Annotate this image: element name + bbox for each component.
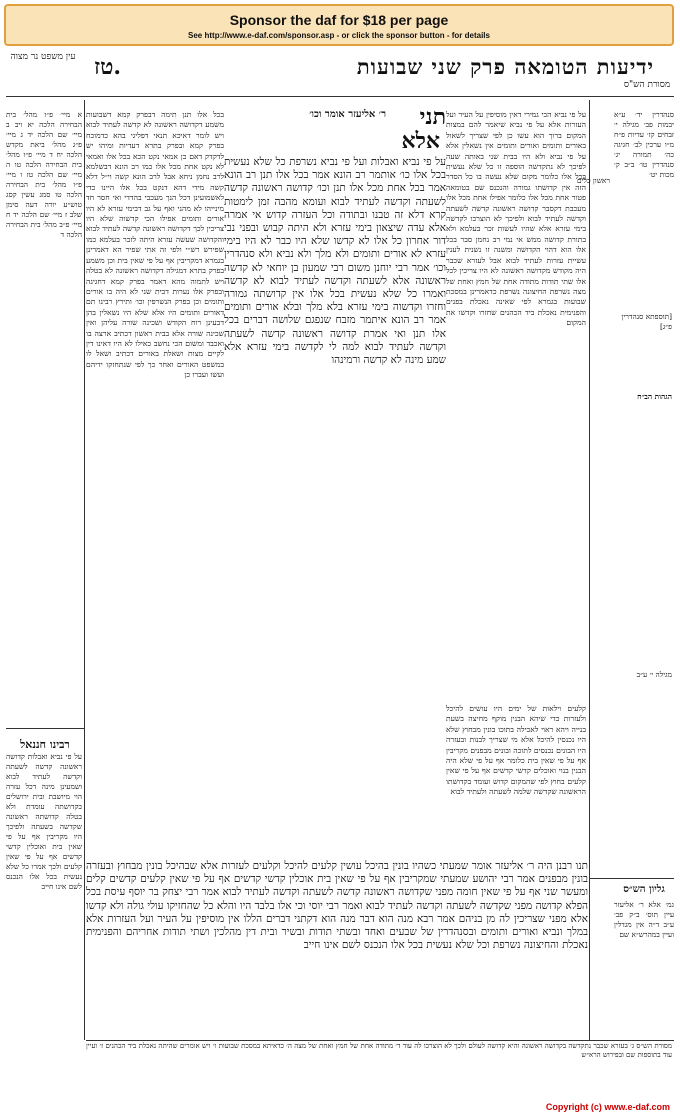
gemara-head	[224, 104, 446, 152]
gilyon-hashas-title: גליון הש״ס	[623, 884, 665, 895]
gemara-text-lower: תנו רבנן היה ר׳ אליעזר אומר שמעתי כשהיו בונין בהיכל עושין קלעים להיכל וקלעים לעזרות אלא שבהיכל בונין מבחוץ ובעזרה בונין מבפנים אמר רבי יהושע שמעתי שמקריבין אף על פי שאין בית אוכלין קדשי קדשים אף על פי שאין קלעים קדשים קלים ומעשר שני אף על פי שאין חומה מפני שקדושה ראשונה קדשה לשעתה וקדשה לעתיד לבוא אמר רבי יצחק בר יוסף עיסת בכל הפלא קדושה מפני שקדשה לשעתה וקדשה לעתיד לבוא ואמר רבי יוסי וכי אלו בלבד היו והלא כל שהחזיקו עולי גולה ולא קדשו אלא מפני שצריכין לה מן בניהם אמר רבא מנה הוא דבר מנה הוא דקתני דברים הללו אין מוסיפין על העיר ועל העזרות אלא במלך ונביא ואורים ותומים ובסנהדרין של שבעים ואחד ובשתי תודות ובשיר ובית דין מהלכין ושתי תודות אחריהם והפנימית נאכלת והחיצונה נשרפת וכל שלא נעשית בכל אלו הנכנס לשם אינו חייב	[86, 860, 588, 952]
header-rule	[6, 96, 674, 97]
sponsor-banner[interactable]	[4, 4, 674, 46]
rashi-column: על פי נביא הכי גמירי דאין מוסיפין על העיר ועל העזרות אלא על פי נביא שיאמר להם במצות המקום ברוך הוא עשו כן לפי שצריך לשאול באורים ותומים ואורים ותומים אין נשאלין אלא על פי נביא ולא היו בבית שני באותה שעה לפיכך לא נתקדשה הוספה זו כל שלא נעשית בכל אלו כלומר מקום שלא נעשה בו כל הסדר הזה אין קדושתו גמורה והנכנס שם בטומאה פטור אחת מכל אלו כלומר אפילו אחת מכל אלו מעכבת דקסבר קדושה ראשונה קדשה לשעתה וקדשה לעתיד לבוא ולפיכך לא הוצרכו לקדשה בימי עזרא אלא שהיו לעשות זכר בעלמא ולא בתורת קדושה ממש אי נמי רב נחמן סבר בכל אלו הוא דהוי הקדושה ומשנה זו נשנית לענין עשיית עזרות לעתיד לבוא אבל לעזרא שכבר היה מקודש מקדושה ראשונה לא היו צריכין לכל אלו שתי תודות מתודה אחת של חמץ ואחת של מצה נשרפת החיצונה נשרפת כדאמרינן במסכת שבועות בגמרא לפי שאינה נאכלת בפנים והפנימית נאכלת ביד הכהנים שחזרו וקדשו את המקום	[446, 110, 586, 328]
footnote-rule	[86, 1040, 674, 1041]
sidenote: מגילה י׳ ע״ב	[636, 670, 672, 679]
gemara-opening: ר׳ אליעזר אומר וכו׳	[309, 109, 386, 120]
rabenu-rule	[6, 728, 84, 729]
page-header	[6, 52, 674, 96]
mishna-tag: תני	[419, 104, 446, 130]
running-title: ידיעות הטומאה פרק שני שבועות	[356, 54, 654, 79]
sidenote: [תוספתא סנהדרין פ״ג]	[621, 312, 672, 331]
gilyon-rule	[590, 878, 674, 879]
rashi-column-lower: קלעים וילאות של ימים היו עושים להיכל ולעזרות כדי שיהא הבנין מוקף מחיצה בשעת בנייה ויהא ראוי לאכילה בתוכו בונין מבחוץ שלא היו נכנסין להיכל אלא מי שצריך לבנות ובעזרה היו הבונים נכנסים לתוכה ובונים מבפנים מקריבין אף על פי שאין בית כלומר אף על פי שלא היה הבנין בנוי ואוכלים קדשי קדשים אף על פי שאין קלעים בחוץ לפי שהמקום קדוש ועומד בקדושתו הראשונה שקדשה שלמה לשעתה ולעתיד לבוא	[446, 704, 586, 797]
bottom-footnotes: מסורת הש״ס ג׳ בעזרא שכבר נתקדשה בקדושה ראשונה והיא קדושה לעולם ולכך לא הוצרכו לה עוד ד׳ מתודה אחת של חמץ ואחת של מצה ה׳ כדאיתא במסכת שבועות ו׳ ויש אומרים שהיתה נאכלת ביד הכהנים ז׳ ועיין עוד בתוספות שם ובפירוש הרא״ש	[86, 1042, 672, 1059]
gemara-text: על פי נביא ואבלות ועל פי נביא נשרפת כל שלא נעשית בכל אלו כו׳ אותמר רב הונא אמר בכל אלו תנן רב הונא אמר בכל אחת מכל אלו תנן וכו׳ קדושה ראשונה קדשה לשעתה וקדשה לעתיד לבוא ועומא מהבה זמן לימטות קרא דלא זה טבנו ובתודה וכל העזרה קדוש אי אמרה אלא עדה שיצאון בימי עזרא ולא היתה קבוש ובפני נבי דור אחרון כל אלו לא קדשו שלא היו כבר לא היו בימי עזרא לא אורים ותומים ולא מלך ולא נביא ולא סנהדרין וכו׳ אמר רבי יוחנן משום רבי שמעון בן יוחאי לא קדשה ראשונה אלא לשעתה וקדשה לעתיד לבוא לא קדשה ואמרו כל שלא נעשית בכל אלו אין קדושתה גמורה וחזרו וקדשוה בימי עזרא בלא מלך ובלא אורים ותומים אמר רב הונא איתמר מזבח שנפגם שלושה דברים בכל אלו תנן ואי אמרת קדושה ראשונה קדשה לשעתה וקדשה לעתיד לבוא למה לי לקדשה בימי עזרא אלא שמע מינה לא קדשה ורמינהו	[224, 156, 446, 367]
right-column-rule	[589, 100, 590, 1040]
folio-number: טז.	[94, 54, 122, 80]
mesoret-header: מסורת הש"ס	[623, 80, 671, 90]
talmud-page	[6, 52, 674, 1100]
rabenu-chananel-column: על פי נביא ואבלות קדושה ראשונה קדשה לשעתה וקדשה לעתיד לבוא ושמעינן מינה דכל עזרה הוי מיושבת ובית ירושלים בקדושתה עומדת ולא בטלה קדושתה ראשונה שקדשה בשעתה ולפיכך היו מקריבין אף על פי שאין בית ואוכלין קדשי קדשים אף על פי שאין קלעים ולכך אמרו כל שלא נעשית בכל אלו הנכנס לשם אינו חייב	[6, 752, 82, 891]
sponsor-subtitle[interactable]: See http://www.e-daf.com/sponsor.asp - or click the sponsor button - for details	[188, 31, 490, 40]
sidenote: הגהות הב״ח	[637, 392, 672, 401]
left-column-rule	[84, 100, 85, 1040]
margin-references: סנהדרין יד׳ ע״א יבמות פב׳ מגילה י׳ זבחים קז׳ עדיות פ״ח מ״ו ערכין לב׳ חגיגה כה׳ תמורה יג׳ סנהדרין טו׳ ב״ב ק׳ מכות יט׳	[614, 110, 674, 179]
ein-mishpat-header: עין משפט נר מצוה	[10, 52, 76, 62]
sponsor-title[interactable]: Sponsor the daf for $18 per page	[229, 12, 449, 28]
rabenu-chananel-title: רבינו חננאל	[20, 738, 70, 751]
tosafot-column: בכל אלו תנן תימה דבפרק קמא דשבועות משמע דקדושה ראשונה לא קדשה לעתיד לבוא ויש לומר דאיכא תנאי דפליגי בהא כדמוכח בפרק קמא ובפרק בתרא דעדיות ומיהו יש לדקדק דאם כן אמאי נקט הכא בכל אלו ואמאי לא נקט אחת מכל אלו כמו רב הונא דבשלמא לרב נחמן ניחא אבל לרב הונא קשה וי״ל דלא קשה מידי דהא דנקט בכל אלו היינו כדי לאשמועינן דכל הנך מעכבי בהדדי ואי חסר חד מינייהו לא מהני ואף על גב דבימי עזרא לא היו אורים ותומים אפילו הכי קדשוה שלא היו צריכין לכך דקדושה ראשונה קדשה לעתיד לבוא והקדושה שעשה עזרא היתה לזכר בעלמא כמו שפירש רש״י ולפי זה אתי שפיר הא דאמרינן בגמרא דמקריבין אף על פי שאין בית וכן משמע בפרק בתרא דמגילה דקדושה ראשונה לא בטלה ויש לתמוה מהא דאמר בפרק קמא דחגיגה ובפרק אלו נערות דבית שני לא היה בו אורים ותומים וכן בפרק הנשרפין וכו׳ ותירץ רבינו תם דאורים ותומים היו אלא שלא היו נשאלין בהן דבעינן רוח הקודש ושכינה שורה עליהן ואין שכינה שורה אלא בבית ראשון דכתיב ארצה בו ואכבד ומשום הכי נחשב כאילו לא היו דאינו דין לקיים מצות ושאלת באורים דכתיב ושאל לו במשפט האורים ואחר כך לפי שנתחזקו ידיהם ועשו ועברו כן	[86, 110, 224, 380]
ein-mishpat-column: א מיי׳ פ״ו מהל׳ בית הבחירה הלכה יא ויב ב מיי׳ שם הלכה יד ג מיי׳ פ״ג מהל׳ ביאת מקדש הלכה יח ד מיי׳ פ״ו מהל׳ בית הבחירה הלכה טו ה מיי׳ שם הלכה טז ו מיי׳ פ״ו מהל׳ בית הבחירה הלכה טו סמג עשין קסג טוש״ע יורה דעה סימן שלב ז מיי׳ שם הלכה יד ח מיי׳ פ״ב מהל׳ בית הבחירה הלכה ד	[6, 110, 82, 239]
sidenote: ראשון כלים	[576, 176, 610, 185]
copyright-notice[interactable]: Copyright (c) www.e-daf.com	[545, 1102, 670, 1112]
gemara-tag: אלא	[401, 128, 440, 154]
gilyon-hashas-column: גמ׳ אלא ר׳ אליעזר עיין תוס׳ ב״ק פב׳ ע״ב ד״ה אין מגדלין ועיין במהרש״א שם	[614, 900, 674, 939]
